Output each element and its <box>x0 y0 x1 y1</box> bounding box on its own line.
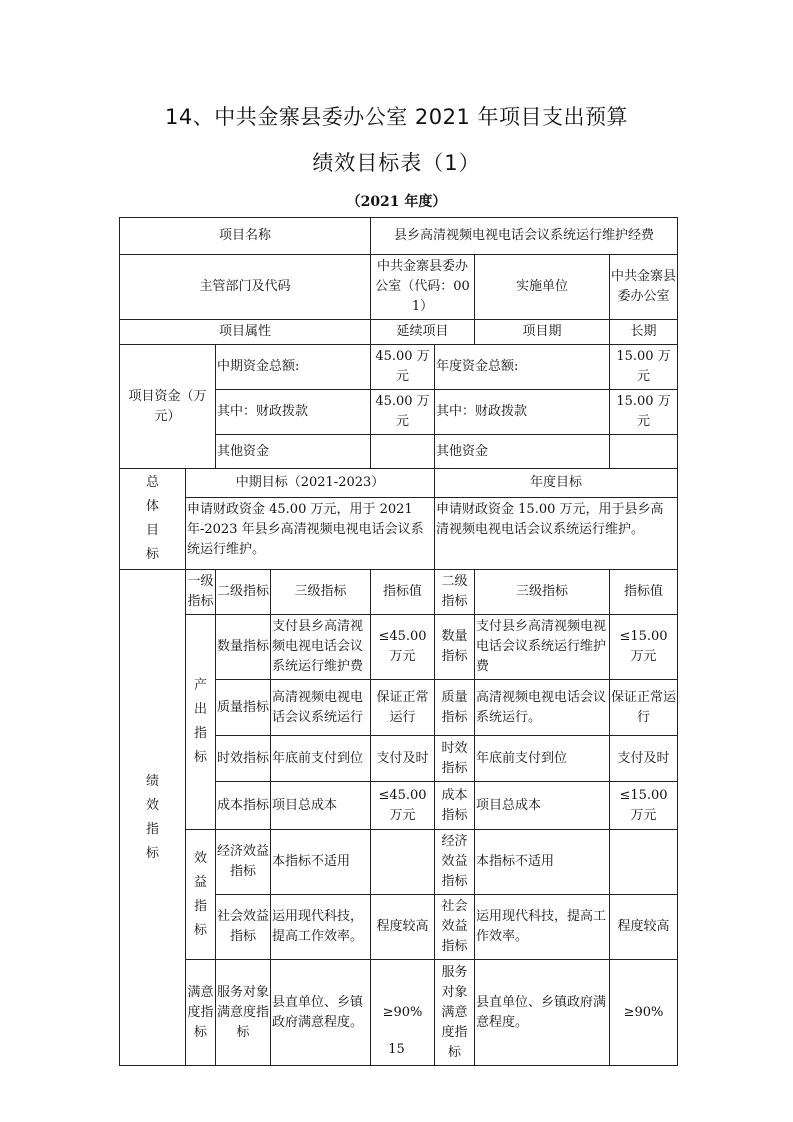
annual-total-label: 年度资金总额: <box>435 345 610 390</box>
row-l2: 质量指标 <box>216 680 271 736</box>
row-value-annual: ≤15.00 万元 <box>610 615 678 680</box>
row-value-annual: 程度较高 <box>610 895 678 960</box>
row-l2: 成本指标 <box>216 782 271 830</box>
row-l3-annual: 高清视频电视电话会议系统运行。 <box>475 680 610 736</box>
dept-label: 主管部门及代码 <box>120 255 371 320</box>
row-l3: 年底前支付到位 <box>271 736 371 782</box>
row-l3: 运用现代科技，提高工作效率。 <box>271 895 371 960</box>
attr-label: 项目属性 <box>120 320 371 345</box>
row-l3: 项目总成本 <box>271 782 371 830</box>
attr-value: 延续项目 <box>371 320 475 345</box>
project-name-value: 县乡高清视频电视电话会议系统运行维护经费 <box>371 218 678 255</box>
row-value: 保证正常运行 <box>371 680 435 736</box>
period-value: 长期 <box>610 320 678 345</box>
row-l3-annual: 县直单位、乡镇政府满意程度。 <box>475 960 610 1066</box>
row-l2-annual: 服务对象满意度指标 <box>435 960 475 1066</box>
annual-goal-header: 年度目标 <box>435 469 678 498</box>
row-l2: 时效指标 <box>216 736 271 782</box>
header-level2: 二级指标 <box>216 570 271 615</box>
impl-value: 中共金寨县委办公室 <box>610 255 678 320</box>
overall-goal-label: 总体目标 <box>120 469 186 570</box>
header-level3: 三级指标 <box>271 570 371 615</box>
mid-goal-header: 中期目标（2021-2023） <box>186 469 435 498</box>
row-l2: 服务对象满意度指标 <box>216 960 271 1066</box>
row-l3-annual: 项目总成本 <box>475 782 610 830</box>
category-output: 产出指标 <box>186 615 216 830</box>
row-l2-annual: 数量指标 <box>435 615 475 680</box>
annual-other-value <box>610 435 678 469</box>
row-l3-annual: 本指标不适用 <box>475 830 610 895</box>
dept-value: 中共金寨县委办公室（代码：001） <box>371 255 475 320</box>
mid-other-value <box>371 435 435 469</box>
impl-label: 实施单位 <box>475 255 610 320</box>
project-name-label: 项目名称 <box>120 218 371 255</box>
row-l3: 支付县乡高清视频电视电话会议系统运行维护费 <box>271 615 371 680</box>
funds-label: 项目资金（万元） <box>120 345 216 469</box>
annual-other-label: 其他资金 <box>435 435 610 469</box>
row-value: ≤45.00 万元 <box>371 615 435 680</box>
annual-fiscal-label: 其中：财政拨款 <box>435 390 610 435</box>
annual-goal-text: 申请财政资金 15.00 万元，用于县乡高清视频电视电话会议系统运行维护。 <box>435 497 678 569</box>
row-l3-annual: 运用现代科技，提高工作效率。 <box>475 895 610 960</box>
row-value: 程度较高 <box>371 895 435 960</box>
mid-goal-text: 申请财政资金 45.00 万元，用于 2021 年-2023 年县乡高清视频电视电话会议系统运行维护。 <box>186 497 435 569</box>
row-l2: 数量指标 <box>216 615 271 680</box>
row-value-annual: 支付及时 <box>610 736 678 782</box>
document-title-line2: 绩效目标表（1） <box>312 151 481 175</box>
row-l2: 社会效益指标 <box>216 895 271 960</box>
header-value: 指标值 <box>371 570 435 615</box>
mid-total-value: 45.00 万元 <box>371 345 435 390</box>
header-level1: 一级指标 <box>186 570 216 615</box>
row-value: ≤45.00 万元 <box>371 782 435 830</box>
annual-fiscal-value: 15.00 万元 <box>610 390 678 435</box>
row-value <box>371 830 435 895</box>
annual-total-value: 15.00 万元 <box>610 345 678 390</box>
page-number: 15 <box>388 1042 405 1057</box>
header-level2-annual: 二级指标 <box>435 570 475 615</box>
row-l3-annual: 年底前支付到位 <box>475 736 610 782</box>
row-value-annual: 保证正常运行 <box>610 680 678 736</box>
row-value: ≥90% <box>371 960 435 1066</box>
row-l3: 本指标不适用 <box>271 830 371 895</box>
document-year: （2021 年度） <box>346 194 447 210</box>
header-value-annual: 指标值 <box>610 570 678 615</box>
row-value-annual: ≤15.00 万元 <box>610 782 678 830</box>
mid-other-label: 其他资金 <box>216 435 371 469</box>
row-l3-annual: 支付县乡高清视频电视电话会议系统运行维护费 <box>475 615 610 680</box>
row-l2: 经济效益指标 <box>216 830 271 895</box>
mid-total-label: 中期资金总额: <box>216 345 371 390</box>
performance-goal-table <box>119 217 678 1066</box>
mid-fiscal-value: 45.00 万元 <box>371 390 435 435</box>
row-l3: 高清视频电视电话会议系统运行 <box>271 680 371 736</box>
mid-fiscal-label: 其中：财政拨款 <box>216 390 371 435</box>
row-value-annual: ≥90% <box>610 960 678 1066</box>
row-l2-annual: 经济效益指标 <box>435 830 475 895</box>
row-l2-annual: 时效指标 <box>435 736 475 782</box>
indicators-label: 绩效指标 <box>120 570 186 1066</box>
header-level3-annual: 三级指标 <box>475 570 610 615</box>
row-value-annual <box>610 830 678 895</box>
row-l2-annual: 社会效益指标 <box>435 895 475 960</box>
row-l2-annual: 成本指标 <box>435 782 475 830</box>
category-satisfaction: 满意度指标 <box>186 960 216 1066</box>
category-benefit: 效益指标 <box>186 830 216 960</box>
period-label: 项目期 <box>475 320 610 345</box>
row-l3: 县直单位、乡镇政府满意程度。 <box>271 960 371 1066</box>
document-title-line1: 14、中共金寨县委办公室 2021 年项目支出预算 <box>164 105 628 129</box>
row-l2-annual: 质量指标 <box>435 680 475 736</box>
row-value: 支付及时 <box>371 736 435 782</box>
